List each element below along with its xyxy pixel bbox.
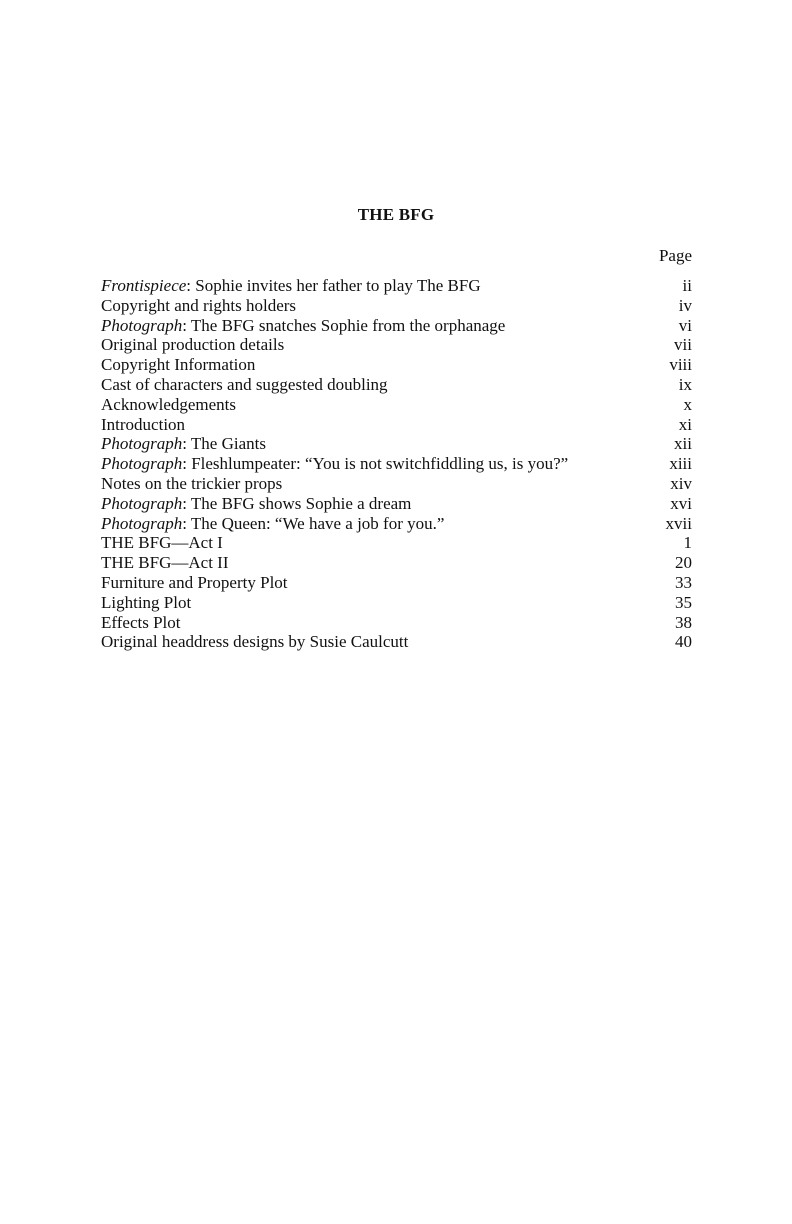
toc-page-number: vi <box>678 315 692 335</box>
toc-entry-title <box>101 415 611 435</box>
page-column-header: Page <box>658 246 692 265</box>
toc-entry-text: Copyright and rights holders <box>101 295 297 315</box>
toc-page-number: xvi <box>670 493 692 513</box>
toc-entry-lead: Photograph <box>101 454 183 474</box>
toc-entry-title <box>101 533 611 553</box>
toc-entry-cast <box>101 374 692 395</box>
toc-entry-lead: Photograph <box>101 493 183 513</box>
toc-entry-title <box>101 632 611 652</box>
toc-entry-text: Introduction <box>101 414 186 434</box>
toc-entry-photo-orphanage <box>101 315 692 336</box>
toc-entry-title <box>101 355 611 375</box>
toc-entry-photo-giants <box>101 434 692 454</box>
toc-entry-lighting-plot <box>101 592 692 613</box>
toc-page-number: iv <box>678 295 692 315</box>
toc-entry-text: Furniture and Property Plot <box>101 572 288 592</box>
toc-entry-lead: Photograph <box>101 434 183 454</box>
toc-entry-text: : The BFG shows Sophie a dream <box>182 493 412 513</box>
toc-page-number: xiv <box>670 473 692 493</box>
toc-entry-title <box>101 514 611 534</box>
toc-entry-text: Notes on the trickier props <box>101 473 283 493</box>
toc-page-number: 33 <box>675 572 692 592</box>
toc-entry-photo-dream <box>101 493 692 514</box>
toc-entry-effects-plot <box>101 612 692 633</box>
toc-page-number: viii <box>669 355 692 375</box>
toc-entry-title <box>101 454 611 474</box>
toc-page-number: xiii <box>669 454 692 474</box>
toc-entry-lead: Photograph <box>101 315 183 335</box>
toc-page-number: vii <box>674 335 692 355</box>
toc-entry-title <box>101 434 611 454</box>
toc-page-number: x <box>683 394 692 414</box>
toc-entry-title <box>101 395 611 415</box>
toc-entry-photo-fleshlumpeater <box>101 454 692 474</box>
toc-entry-title <box>101 296 611 316</box>
toc-entry-text: Original headdress designs by Susie Caulcutt <box>101 632 409 652</box>
toc-entry-props-notes <box>101 473 692 494</box>
toc-entry-acknowledgements <box>101 394 692 415</box>
toc-page-number: 1 <box>683 533 692 553</box>
toc-page-number: xii <box>674 434 692 454</box>
toc-entry-text: : The BFG snatches Sophie from the orphanage <box>182 315 506 335</box>
toc-entry-title <box>101 553 611 573</box>
toc-entry-copyright-information <box>101 355 692 375</box>
toc-entry-text: Lighting Plot <box>101 592 192 612</box>
toc-entry-act-two <box>101 553 692 573</box>
table-of-contents <box>101 276 692 652</box>
toc-page-number: ii <box>682 276 692 295</box>
toc-entry-title <box>101 375 611 395</box>
toc-entry-text: : Sophie invites her father to play The BFG <box>186 276 481 295</box>
toc-entry-copyright-holders <box>101 295 692 316</box>
toc-entry-furniture-plot <box>101 572 692 593</box>
toc-entry-text: THE BFG—Act I <box>101 533 223 553</box>
toc-entry-title <box>101 593 611 613</box>
toc-entry-text: Acknowledgements <box>101 394 237 414</box>
toc-entry-title <box>101 335 611 355</box>
toc-page-number: 35 <box>675 592 692 612</box>
toc-entry-text: : The Giants <box>182 434 266 454</box>
toc-page-number: xvii <box>665 513 692 533</box>
toc-entry-text: Effects Plot <box>101 612 181 632</box>
toc-entry-introduction <box>101 414 692 435</box>
toc-entry-title <box>101 573 611 593</box>
toc-page-number: xi <box>678 414 692 434</box>
toc-entry-title <box>101 494 611 514</box>
toc-entry-title <box>101 316 611 336</box>
toc-page-number: 38 <box>675 612 692 632</box>
toc-entry-frontispiece <box>101 276 692 296</box>
toc-entry-production-details <box>101 335 692 355</box>
toc-entry-text: THE BFG—Act II <box>101 553 229 573</box>
toc-entry-text: : Fleshlumpeater: “You is not switchfiddling us, is you?” <box>182 454 569 474</box>
toc-entry-text: Original production details <box>101 335 285 355</box>
toc-page-number: 20 <box>675 553 692 573</box>
toc-entry-act-one <box>101 533 692 553</box>
toc-page-number: 40 <box>675 632 692 652</box>
toc-entry-lead: Frontispiece <box>101 276 187 295</box>
page-title: THE BFG <box>357 205 435 224</box>
toc-entry-title <box>101 276 611 296</box>
toc-page-number: ix <box>678 374 692 394</box>
toc-entry-title <box>101 474 611 494</box>
toc-entry-text: Cast of characters and suggested doubling <box>101 374 388 394</box>
toc-entry-headdress-designs <box>101 632 692 652</box>
toc-entry-lead: Photograph <box>101 513 183 533</box>
toc-entry-text: : The Queen: “We have a job for you.” <box>182 513 445 533</box>
toc-entry-text: Copyright Information <box>101 355 256 375</box>
toc-entry-photo-queen <box>101 513 692 534</box>
toc-entry-title <box>101 613 611 633</box>
